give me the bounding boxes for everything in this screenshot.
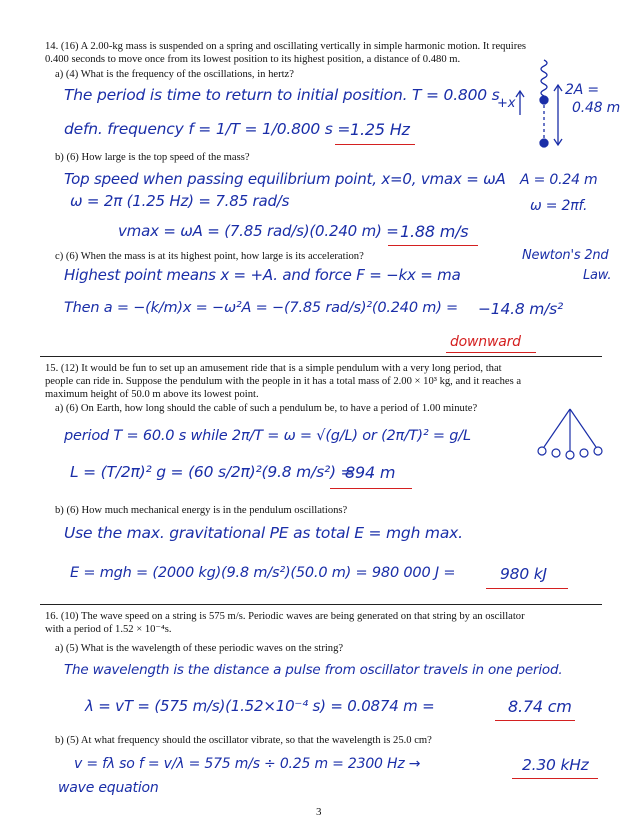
q15b-answer: 980 kJ	[500, 565, 547, 583]
q16a-answer: 8.74 cm	[508, 697, 572, 716]
q15-stem-line2: people can ride in. Suppose the pendulum with the people in it has a total mass of 2.00 × 10³ kg, and it reaches a	[45, 376, 522, 387]
q14b-side-amplitude: A = 0.24 m	[520, 172, 598, 188]
q15a-prompt: a) (6) On Earth, how long should the cable of such a pendulum be, to have a period of 1.00 minute?	[55, 403, 478, 414]
divider-14-15	[40, 356, 602, 357]
q14c-note-law: Law.	[583, 268, 612, 283]
q16a-handwritten-line2: λ = vT = (575 m/s)(1.52×10⁻⁴ s) = 0.0874 m =	[85, 697, 435, 715]
q16-stem-line1: 16. (10) The wave speed on a string is 575 m/s. Periodic waves are being generated on that string by an oscillator	[45, 611, 525, 622]
q14a-answer: 1.25 Hz	[350, 120, 410, 139]
q16a-handwritten-line1: The wavelength is the distance a pulse from oscillator travels in one period.	[64, 662, 563, 678]
q16b-handwritten-line1: v = fλ so f = v/λ = 575 m/s ÷ 0.25 m = 2300 Hz →	[74, 756, 421, 772]
q16-stem-line2: with a period of 1.52 × 10⁻⁴s.	[45, 624, 172, 635]
diagram-label-048: 0.48 m	[572, 100, 621, 116]
q15b-handwritten-line2: E = mgh = (2000 kg)(9.8 m/s²)(50.0 m) = 980 000 J =	[70, 565, 456, 581]
q14c-answer-note: downward	[450, 334, 521, 350]
q16b-answer-underline	[512, 778, 598, 779]
q15b-prompt: b) (6) How much mechanical energy is in the pendulum oscillations?	[55, 505, 348, 516]
page-number: 3	[316, 806, 322, 818]
diagram-label-2a: 2A =	[565, 82, 599, 98]
q16b-note-wave-equation: wave equation	[58, 780, 159, 796]
q14b-handwritten-line1: Top speed when passing equilibrium point, x=0, vmax = ωA	[64, 170, 506, 188]
q15a-answer-underline	[330, 488, 412, 489]
q15a-handwritten-line1: period T = 60.0 s while 2π/T = ω = √(g/L) or (2π/T)² = g/L	[64, 428, 471, 444]
q14b-handwritten-line3: vmax = ωA = (7.85 rad/s)(0.240 m) =	[118, 222, 399, 240]
q14-stem-line2: 0.400 seconds to move once from its lowest position to its highest position, a distance of 0.480 m.	[45, 54, 461, 65]
pendulum-icon	[530, 405, 610, 465]
q14c-handwritten-line2: Then a = −(k/m)x = −ω²A = −(7.85 rad/s)²(0.240 m) =	[64, 300, 459, 316]
q15-stem-line1: 15. (12) It would be fun to set up an amusement ride that is a simple pendulum with a very long period, that	[45, 363, 502, 374]
q14c-handwritten-line1: Highest point means x = +A. and force F = −kx = ma	[64, 266, 461, 284]
q14b-prompt: b) (6) How large is the top speed of the mass?	[55, 152, 250, 163]
q14c-note-newton: Newton's 2nd	[522, 248, 609, 263]
q16a-prompt: a) (5) What is the wavelength of these periodic waves on the string?	[55, 643, 344, 654]
q14b-side-omega: ω = 2πf.	[530, 198, 588, 214]
q14b-answer: 1.88 m/s	[400, 222, 469, 241]
q16b-prompt: b) (5) At what frequency should the oscillator vibrate, so that the wavelength is 25.0 cm?	[55, 735, 432, 746]
q14a-handwritten-line1: The period is time to return to initial position. T = 0.800 s	[64, 86, 500, 104]
q15a-handwritten-line2: L = (T/2π)² g = (60 s/2π)²(9.8 m/s²) =	[70, 463, 354, 481]
q14b-answer-underline	[388, 245, 478, 246]
q15-stem-line3: maximum height of 50.0 m above its lowest point.	[45, 389, 259, 400]
q15a-answer: 894 m	[345, 463, 396, 482]
q14-stem-line1: 14. (16) A 2.00-kg mass is suspended on a spring and oscillating vertically in simple harmonic motion. It requires	[45, 41, 527, 52]
q15b-handwritten-line1: Use the max. gravitational PE as total E = mgh max.	[64, 524, 463, 542]
divider-15-16	[40, 604, 602, 605]
q16a-answer-underline	[495, 720, 575, 721]
q14a-prompt: a) (4) What is the frequency of the oscillations, in hertz?	[55, 69, 294, 80]
q14a-handwritten-line2: defn. frequency f = 1/T = 1/0.800 s =	[64, 120, 351, 138]
q14c-answer: −14.8 m/s²	[478, 300, 564, 318]
q16b-answer: 2.30 kHz	[522, 756, 589, 774]
q14c-note-underline	[446, 352, 536, 353]
pendulum-sketch	[530, 405, 610, 465]
q14b-handwritten-line2: ω = 2π (1.25 Hz) = 7.85 rad/s	[70, 192, 290, 210]
q14c-prompt: c) (6) When the mass is at its highest point, how large is its acceleration?	[55, 251, 364, 262]
diagram-label-plus-x: +x	[497, 96, 516, 111]
q15b-answer-underline	[486, 588, 568, 589]
q14a-answer-underline	[335, 144, 415, 145]
